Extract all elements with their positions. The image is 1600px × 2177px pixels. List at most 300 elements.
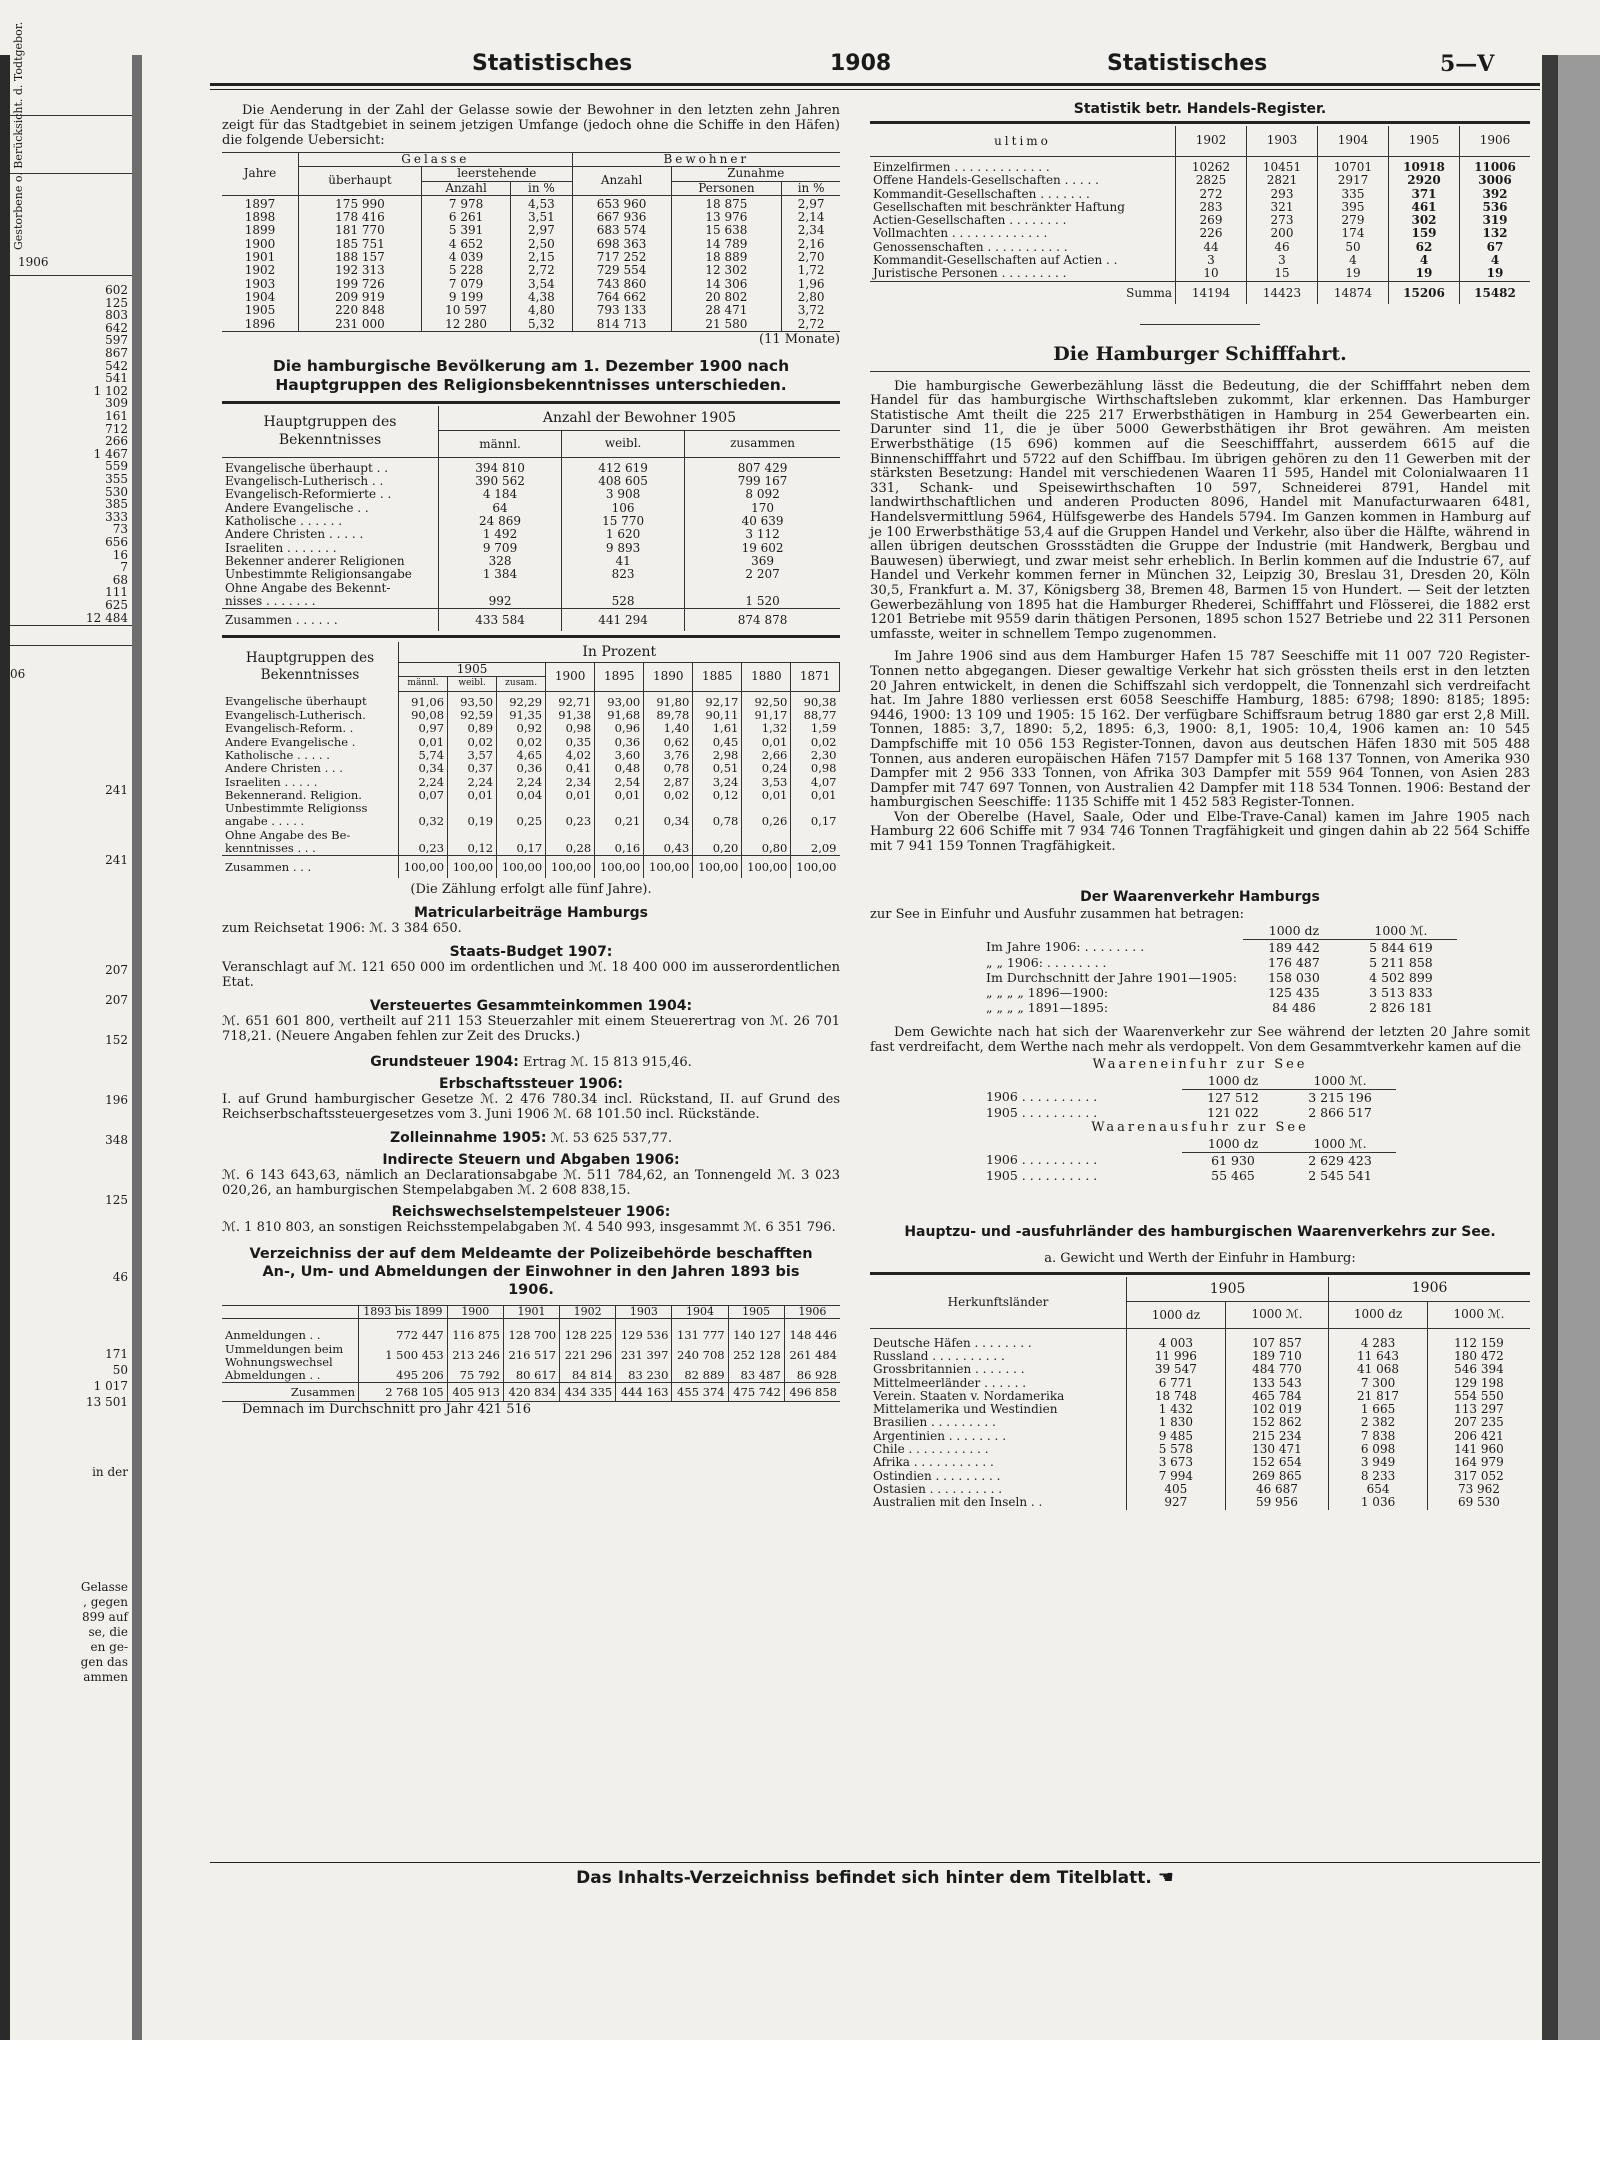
erb-title: Erbschaftssteuer 1906:: [439, 1076, 623, 1093]
erb-text: I. auf Grund hamburgischer Gesetze ℳ. 2 476 780.34 incl. Rückstand, II. auf Grund des Reichserbschaftssteuergesetzes vom 3. Juni 1906 ℳ. 68 101.50 incl. Rückstände.: [222, 1092, 840, 1123]
table-cell: 1899: [244, 223, 276, 238]
strip-number: 196: [105, 1093, 128, 1107]
eink-title: Versteuertes Gesammteinkommen 1904:: [369, 998, 693, 1015]
table-cell: 729 554: [572, 264, 671, 277]
table-cell: kenntnisses . . .: [222, 842, 399, 856]
table-cell: 717 252: [572, 251, 671, 264]
gelasse-note: (11 Monate): [759, 331, 840, 347]
table-cell: 2,98: [693, 749, 742, 762]
table-cell: 8 092: [745, 487, 780, 502]
table-cell: 0,28: [546, 842, 595, 856]
table-cell: 231 397: [616, 1343, 672, 1370]
table-cell: Chile . . . . . . . . . . .: [870, 1443, 1127, 1456]
table-cell: 10 597: [421, 304, 510, 317]
th-gelasse: Gelasse: [299, 153, 573, 167]
table-cell: 12 280: [421, 318, 510, 332]
table-row: [870, 227, 1530, 240]
footer-rule: [210, 1862, 1540, 1863]
table-cell: 528: [562, 595, 685, 609]
table-cell: 178 416: [299, 211, 422, 224]
table-row: [870, 1403, 1530, 1416]
th-year: 1900: [546, 663, 595, 692]
grund-title: Grundsteuer 1904:: [370, 1054, 519, 1071]
table-cell: Offene Handels-Gesellschaften . . . . .: [870, 174, 1176, 187]
table-cell: 1,32: [742, 722, 791, 735]
table-cell: 2,54: [595, 776, 644, 789]
table-cell: 41: [562, 555, 685, 568]
table-cell: 9 199: [421, 291, 510, 304]
table-cell: 1905 . . . . . . . . . .: [986, 1104, 1098, 1120]
table-cell: 2,72: [511, 264, 572, 277]
table-cell: 100,00: [399, 856, 448, 879]
table-row: [222, 1369, 840, 1383]
strip-rotated-header: Gestorbene o. Berücksicht. d. Todtgebor.: [12, 21, 25, 250]
table-cell: 293: [1247, 188, 1318, 201]
table-cell: 3,60: [595, 749, 644, 762]
table-cell: 213 246: [447, 1343, 503, 1370]
table-cell: Verein. Staaten v. Nordamerika: [870, 1390, 1127, 1403]
register-title: Statistik betr. Handels-Register.: [1073, 101, 1327, 117]
th-gruppen: Hauptgruppen des Bekenntnisses: [222, 406, 439, 458]
table-cell: 18 875: [671, 195, 782, 211]
table-cell: Deutsche Häfen . . . . . . . .: [870, 1328, 1127, 1350]
table-cell: 420 834: [503, 1383, 559, 1402]
table-cell: 1,96: [782, 278, 840, 291]
table-cell: 46: [1247, 241, 1318, 254]
table-cell: Ostindien . . . . . . . . .: [870, 1470, 1127, 1483]
table-cell: Andere Christen . . .: [222, 762, 399, 775]
table-cell: 59 956: [1225, 1496, 1328, 1509]
th-year: 1895: [595, 663, 644, 692]
table-row: [870, 1377, 1530, 1390]
table-row: [222, 1343, 840, 1370]
table-cell: 3 215 196: [1308, 1089, 1372, 1105]
table-row: [980, 970, 1457, 985]
table-cell: 495 206: [359, 1369, 448, 1383]
th-year: 1906: [784, 1306, 840, 1319]
waaren-title: Der Waarenverkehr Hamburgs: [1080, 888, 1320, 905]
table-cell: 1906 . . . . . . . . . .: [986, 1152, 1098, 1168]
table-cell: 814 713: [572, 318, 671, 332]
th-anzahl: Anzahl: [421, 181, 510, 195]
ind-text: ℳ. 6 143 643,63, nämlich an Declarationsabgabe ℳ. 511 784,62, an Tonnengeld ℳ. 3 023 020,26, an hamburgischen Stempelabgaben ℳ. 2 608 838,15.: [222, 1168, 840, 1199]
th-maennl: männl.: [479, 436, 521, 451]
table-cell: Im Durchschnitt der Jahre 1901—1905:: [986, 969, 1237, 985]
table-cell: 0,07: [399, 789, 448, 802]
table-cell: 129 198: [1454, 1375, 1504, 1390]
table-cell: 0,17: [497, 842, 546, 856]
einfuhr-h-m: 1000 ℳ.: [1284, 1072, 1396, 1090]
table-cell: Israeliten . . . . . . .: [222, 542, 439, 555]
table-cell: 302: [1389, 214, 1460, 227]
table-cell: 2,14: [782, 211, 840, 224]
th-year: 1905: [1389, 126, 1460, 157]
table-row: [222, 842, 840, 856]
th-personen: Personen: [671, 181, 782, 195]
table-cell: 3 112: [745, 527, 780, 542]
table-cell: 93,00: [595, 691, 644, 709]
table-cell: [693, 802, 742, 815]
th-year: 1901: [503, 1306, 559, 1319]
strip-number: 241: [105, 783, 128, 797]
table-cell: 5 578: [1127, 1443, 1226, 1456]
table-cell: 2 545 541: [1308, 1167, 1372, 1183]
table-cell: Evangelisch-Lutherisch . .: [222, 475, 439, 488]
table-cell: Argentinien . . . . . . . .: [870, 1430, 1127, 1443]
table-cell: 159: [1389, 227, 1460, 240]
table-cell: 127 512: [1207, 1089, 1259, 1105]
table-cell: [562, 582, 685, 595]
strip-text: se, die: [88, 1625, 128, 1639]
table-cell: 11 643: [1329, 1350, 1428, 1363]
table-cell: 7 079: [421, 278, 510, 291]
table-cell: 2,97: [782, 195, 840, 211]
table-cell: 0,01: [742, 789, 791, 802]
strip-number: 625: [105, 598, 128, 612]
table-cell: 44: [1176, 241, 1247, 254]
table-cell: 799 167: [737, 474, 788, 489]
table-cell: 15 770: [562, 515, 685, 528]
table-row: [222, 515, 840, 528]
table-cell: 455 374: [672, 1383, 728, 1402]
table-cell: 3 949: [1329, 1456, 1428, 1469]
table-cell: 2,16: [782, 238, 840, 251]
table-cell: 5 391: [421, 224, 510, 237]
table-cell: 283: [1176, 201, 1247, 214]
table-cell: 1898: [244, 210, 276, 225]
table-row: [222, 278, 840, 291]
table-cell: 88,77: [803, 708, 837, 723]
table-cell: Summa: [870, 281, 1176, 304]
th-in-pct-2: in %: [782, 181, 840, 195]
table-cell: 4 003: [1127, 1328, 1226, 1350]
strip-number: 46: [112, 1270, 128, 1284]
table-cell: [595, 829, 644, 842]
table-cell: 0,89: [448, 722, 497, 735]
table-row: [222, 1319, 840, 1343]
budget-title: Staats-Budget 1907:: [449, 944, 613, 961]
table-cell: 0,34: [644, 815, 693, 828]
table-cell: 434 335: [560, 1383, 616, 1402]
th-l-dz-1: 1000 dz: [1127, 1301, 1226, 1328]
table-row: [222, 211, 840, 224]
budget-text: Veranschlagt auf ℳ. 121 650 000 im ordentlichen und ℳ. 18 400 000 im ausserordentlichen Etat.: [222, 960, 840, 991]
table-cell: 394 810: [439, 457, 562, 475]
th-year: 1885: [693, 663, 742, 692]
table-cell: 28 471: [671, 304, 782, 317]
th-in-pct: in %: [511, 181, 572, 195]
strip-number: 7: [120, 560, 128, 575]
table-cell: Zusammen . . .: [222, 856, 399, 879]
table-cell: [546, 802, 595, 815]
table-cell: 319: [1482, 213, 1508, 228]
strip-number: 597: [105, 333, 128, 348]
table-cell: 444 163: [616, 1383, 672, 1402]
page: [210, 45, 1540, 1925]
header-right: Statistisches: [1107, 51, 1268, 76]
table-cell: 4 652: [421, 238, 510, 251]
table-cell: 231 000: [299, 318, 422, 332]
table-cell: 164 979: [1454, 1455, 1504, 1470]
table-cell: 13 976: [671, 211, 782, 224]
strip-text: , gegen: [83, 1595, 128, 1609]
table-cell: 176 487: [1268, 954, 1320, 970]
table-cell: 55 465: [1211, 1167, 1255, 1183]
table-cell: 5 844 619: [1369, 939, 1433, 955]
table-cell: 0,51: [693, 762, 742, 775]
right-column: [870, 95, 1530, 1510]
table-cell: 89,78: [644, 709, 693, 722]
table-cell: 0,02: [497, 736, 546, 749]
table-cell: 41 068: [1329, 1363, 1428, 1376]
table-cell: 100,00: [742, 856, 791, 879]
table-row: [222, 251, 840, 264]
table-cell: 0,16: [595, 842, 644, 856]
table-cell: 1 036: [1329, 1496, 1428, 1509]
table-cell: 0,19: [448, 815, 497, 828]
table-row: [222, 722, 840, 735]
table-row: [222, 488, 840, 501]
table-cell: 2917: [1318, 174, 1389, 187]
table-cell: 4 502 899: [1369, 969, 1433, 985]
table-cell: 7 994: [1127, 1470, 1226, 1483]
table-cell: 0,62: [644, 736, 693, 749]
table-row: [870, 214, 1530, 227]
table-cell: 7 978: [421, 195, 510, 211]
table-cell: 7 838: [1329, 1430, 1428, 1443]
table-cell: 4,53: [511, 195, 572, 211]
table-cell: 2 207: [745, 567, 780, 582]
table-cell: Afrika . . . . . . . . . . .: [870, 1456, 1127, 1469]
table-cell: 128 225: [560, 1319, 616, 1343]
table-cell: 496 858: [784, 1383, 840, 1402]
table-cell: 0,01: [448, 789, 497, 802]
table-cell: 116 875: [447, 1319, 503, 1343]
table-cell: 0,02: [644, 789, 693, 802]
table-cell: Abmeldungen . .: [222, 1369, 359, 1383]
table-cell: 369: [751, 553, 775, 568]
th-year: 1903: [616, 1306, 672, 1319]
strip-text: en ge-: [90, 1640, 128, 1654]
matr-text: zum Reichsetat 1906: ℳ. 3 384 650.: [222, 921, 462, 937]
strip-number: 125: [105, 1193, 128, 1207]
header-year: 1908: [830, 51, 892, 76]
table-cell: angabe . . . . .: [222, 815, 399, 828]
page-background: [0, 2040, 1600, 2177]
table-cell: 475 742: [728, 1383, 784, 1402]
strip-number: 803: [105, 308, 128, 323]
table-cell: 1 520: [745, 593, 780, 608]
table-cell: 6 771: [1127, 1377, 1226, 1390]
table-cell: [685, 582, 840, 595]
table-cell: 0,01: [546, 789, 595, 802]
gelasse-table: [222, 152, 840, 332]
table-cell: 113 297: [1454, 1402, 1504, 1417]
header-page-number: 5—V: [1440, 51, 1495, 77]
table-cell: Katholische . . . . . .: [222, 515, 439, 528]
previous-page-strip: [10, 55, 132, 2040]
table-row: [870, 188, 1530, 201]
register-table: [870, 126, 1530, 304]
table-cell: 2,70: [782, 251, 840, 264]
table-row: [870, 254, 1530, 267]
table-row: [870, 157, 1530, 175]
strip-text: in der: [92, 1465, 128, 1479]
table-cell: 92,71: [546, 691, 595, 709]
table-cell: 793 133: [572, 304, 671, 317]
th-leerstehende: leerstehende: [421, 167, 572, 181]
table-cell: 653 960: [572, 195, 671, 211]
strip-number: 06: [10, 667, 26, 681]
table-cell: 207 235: [1454, 1415, 1504, 1430]
table-cell: 8 233: [1329, 1470, 1428, 1483]
strip-number: 867: [105, 346, 128, 360]
table-row: [222, 457, 840, 475]
th-jahre: Jahre: [222, 153, 299, 196]
table-cell: 1 432: [1127, 1403, 1226, 1416]
table-cell: 15206: [1389, 281, 1460, 304]
right-edge-shadow: [1542, 55, 1558, 2040]
table-cell: 209 919: [299, 291, 422, 304]
table-cell: 100,00: [595, 856, 644, 879]
table-cell: Zusammen: [222, 1383, 359, 1402]
table-cell: 390 562: [439, 475, 562, 488]
laender-table: [870, 1277, 1530, 1510]
table-cell: 5 228: [421, 264, 510, 277]
table-cell: 4,65: [497, 749, 546, 762]
table-cell: 273: [1247, 214, 1318, 227]
table-cell: 2920: [1389, 174, 1460, 187]
table-cell: 125 435: [1268, 984, 1320, 1000]
table-cell: Andere Christen . . . . .: [222, 528, 439, 541]
strip-number: 68: [112, 572, 128, 587]
table-cell: 130 471: [1225, 1443, 1328, 1456]
table-row: [870, 1328, 1530, 1350]
table-cell: 461: [1389, 201, 1460, 214]
strip-number: 171: [105, 1347, 128, 1361]
table-row: [980, 1168, 1396, 1183]
table-cell: [693, 829, 742, 842]
einfuhr-title: Waareneinfuhr zur See: [1092, 1056, 1308, 1072]
table-cell: Evangelisch-Reformierte . .: [222, 488, 439, 501]
ausfuhr-h-m: 1000 ℳ.: [1284, 1135, 1396, 1153]
th-ultimo: ultimo: [870, 126, 1176, 157]
table-row: [870, 241, 1530, 254]
table-cell: [497, 802, 546, 815]
table-cell: 67: [1486, 239, 1504, 254]
table-row: [980, 939, 1457, 955]
table-cell: 7 300: [1329, 1377, 1428, 1390]
table-row: [222, 762, 840, 775]
table-cell: 2,09: [810, 840, 837, 855]
table-row: [222, 568, 840, 581]
schiff-p2: Im Jahre 1906 sind aus dem Hamburger Hafen 15 787 Seeschiffe mit 11 007 720 Register-Tonnen netto abgegangen. Dieser gewaltige Verkehr hat sich grössten theils erst in den letzten 20 Jahren entwickelt, in denen die Schiffszahl sich verdoppelt, die Tonnenzahl sich verdreifacht hat. Im Jahre 1880 verliessen erst 6058 Seeschiffe Hamburg, 1885: 6798; 1890: 8185; 1895: 9446, 1900: 13 109 und 1905: 15 162. Der verfügbare Schiffsraum betrug 1880 gar erst 2,8 Mill. Tonnen, 1885: 3,7, 1890: 5,2, 1895: 6,3, 1900: 8,1, 1905: 10,4, 1906 kamen an: 10 545 Dampfschiffe mit 10 056 153 Register-Tonnen, davon aus deutschen Häfen 1830 mit 505 488 Tonnen, aus anderen europäischen Häfen 7157 Dampfer mit 5 168 137 Tonnen, von Amerika 930 Dampfer mit 2 956 333 Tonnen, von Afrika 303 Dampfer mit 559 964 Tonnen, von Asien 283 Dampfer mit 747 697 Tonnen, von Australien 42 Dampfer mit 118 534 Tonnen. 1906: Bestand der hamburgischen Seeschiffe: 1135 Schiffe mit 1 452 583 Register-Tonnen.: [870, 649, 1530, 811]
table-cell: Andere Evangelische .: [222, 736, 399, 749]
table-cell: 3,51: [511, 211, 572, 224]
strip-number: 16: [112, 547, 128, 562]
table-row: [980, 955, 1457, 970]
table-cell: 4 283: [1329, 1328, 1428, 1350]
th-pct-w: weibl.: [448, 677, 497, 691]
table-cell: 269: [1176, 214, 1247, 227]
table-cell: 18 889: [671, 251, 782, 264]
table-cell: 0,32: [399, 815, 448, 828]
table-cell: 15482: [1460, 281, 1531, 304]
table-cell: 328: [439, 555, 562, 568]
strip-number: 1 467: [93, 446, 128, 461]
th-anzahl-bewohner-1905: Anzahl der Bewohner 1905: [439, 406, 841, 431]
table-cell: 121 022: [1207, 1104, 1259, 1120]
table-cell: 772 447: [359, 1319, 448, 1343]
table-cell: 46 687: [1225, 1483, 1328, 1496]
table-cell: 189 710: [1225, 1350, 1328, 1363]
table-cell: [791, 802, 840, 815]
table-row: [980, 985, 1457, 1000]
einfuhr-table: [980, 1072, 1396, 1120]
table-cell: [644, 802, 693, 815]
th-in-prozent: In Prozent: [399, 642, 840, 663]
table-cell: [742, 829, 791, 842]
table-cell: 0,20: [693, 842, 742, 856]
th-year: 1880: [742, 663, 791, 692]
table-cell: 199 726: [299, 278, 422, 291]
table-cell: „ „ „ „ 1891—1895:: [986, 999, 1109, 1015]
table-cell: Evangelische überhaupt: [222, 691, 399, 709]
table-cell: [439, 582, 562, 595]
strip-number: 111: [105, 585, 128, 600]
table-cell: 50: [1318, 241, 1389, 254]
table-cell: 2,30: [810, 747, 837, 762]
strip-year: 1906: [18, 255, 49, 269]
table-cell: 175 990: [299, 195, 422, 211]
table-row: [222, 789, 840, 802]
table-cell: Bekennerand. Religion.: [222, 789, 399, 802]
strip-number: 207: [105, 993, 128, 1007]
table-cell: 395: [1318, 201, 1389, 214]
schiff-title: Die Hamburger Schifffahrt.: [1053, 342, 1347, 365]
table-cell: 0,96: [595, 722, 644, 735]
table-cell: 75 792: [447, 1369, 503, 1383]
table-cell: 106: [562, 502, 685, 515]
table-cell: 441 294: [562, 609, 685, 632]
table-cell: 1 830: [1127, 1416, 1226, 1429]
table-cell: 152 654: [1225, 1456, 1328, 1469]
table-cell: 3: [1176, 254, 1247, 267]
table-cell: [448, 802, 497, 815]
table-cell: 2,34: [782, 224, 840, 237]
table-cell: Unbestimmte Religionss: [222, 802, 399, 815]
strip-number: 161: [105, 409, 128, 423]
table-cell: 2,66: [742, 749, 791, 762]
table-cell: 405: [1127, 1483, 1226, 1496]
th-pct-m: männl.: [399, 677, 448, 691]
table-cell: 408 605: [562, 475, 685, 488]
table-cell: „ „ „ „ 1896—1900:: [986, 984, 1109, 1000]
table-cell: 14194: [1176, 281, 1247, 304]
table-cell: 0,02: [810, 734, 837, 749]
strip-number: 1 102: [93, 383, 128, 398]
left-column: [222, 95, 840, 1417]
table-cell: 0,78: [644, 762, 693, 775]
strip-number: 125: [105, 295, 128, 310]
table-cell: 0,25: [497, 815, 546, 828]
table-cell: 484 770: [1225, 1363, 1328, 1376]
table-cell: 11006: [1474, 160, 1516, 174]
religion-title: Die hamburgische Bevölkerung am 1. Dezember 1900 nach Hauptgruppen des Religionsbekenntnisses unterschieden.: [272, 356, 790, 394]
table-row: [222, 595, 840, 609]
table-row: [222, 829, 840, 842]
table-row: [222, 856, 840, 879]
